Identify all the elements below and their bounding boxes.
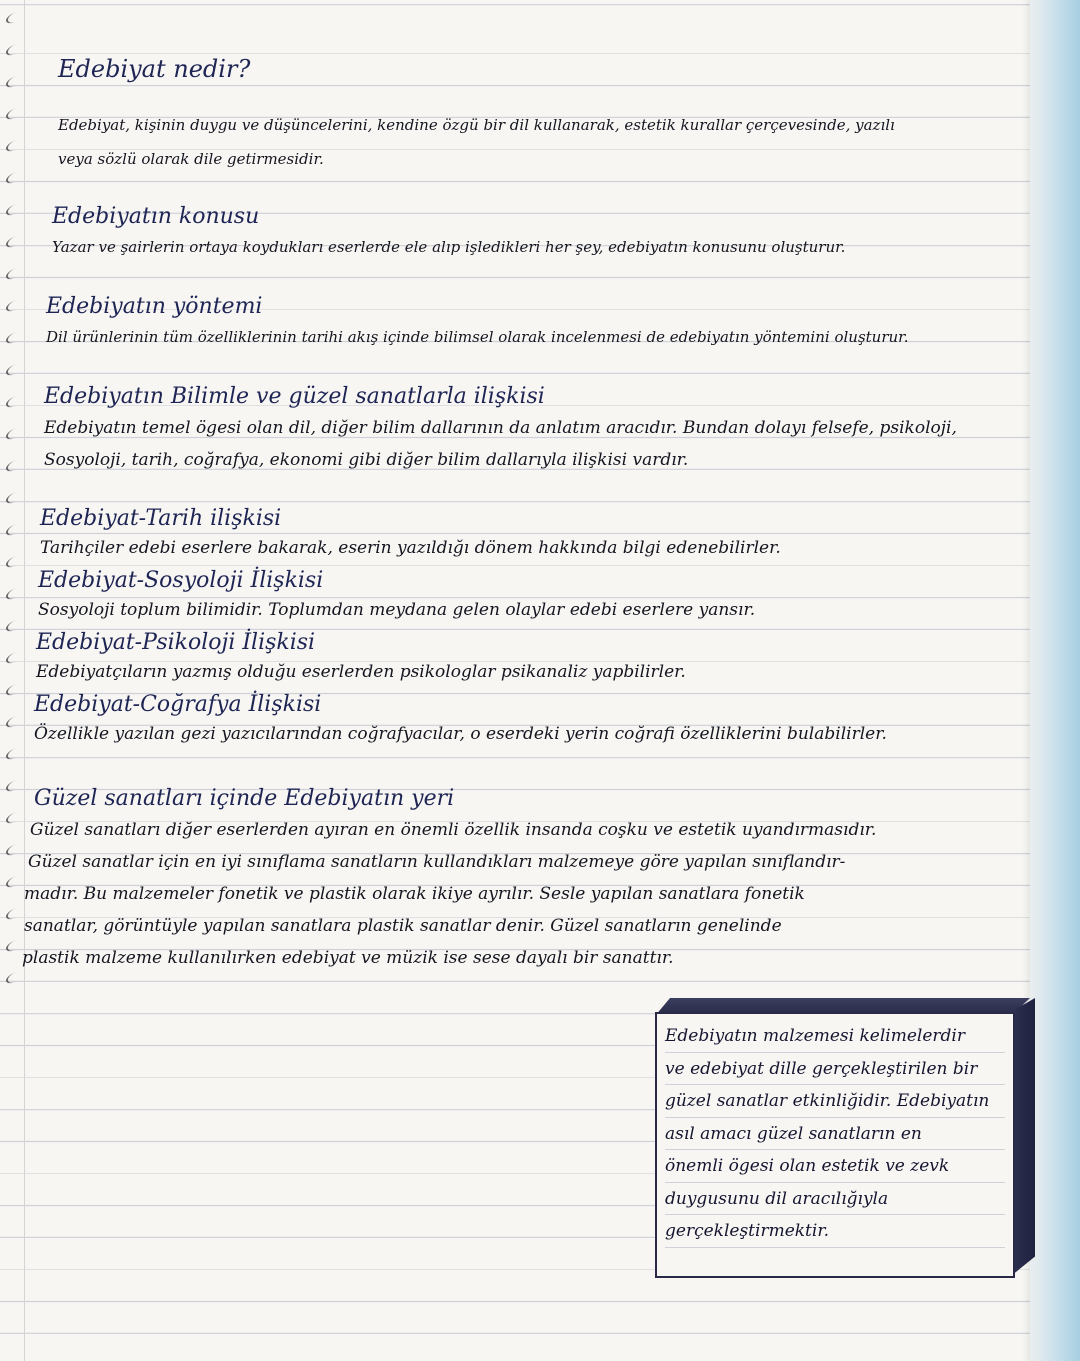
heading-konu: Edebiyatın konusu [52, 204, 260, 229]
note-line-7: gerçekleştirmektir. [665, 1215, 1005, 1248]
background-strip [1030, 0, 1080, 1361]
text-konu: Yazar ve şairlerin ortaya koydukları eserlerde ele alıp işledikleri her şey, edebiyatın konusunu oluşturur. [52, 238, 846, 256]
text-guzel-5: plastik malzeme kullanılırken edebiyat ve müzik ise sese dayalı bir sanattır. [22, 948, 674, 968]
text-tarih: Tarihçiler edebi eserlere bakarak, eserin yazıldığı dönem hakkında bilgi edenebilirler. [40, 538, 781, 558]
text-cografya: Özellikle yazılan gezi yazıcılarından coğrafyacılar, o eserdeki yerin coğrafi özelliklerini bulabilirler. [34, 724, 887, 744]
note-line-2: ve edebiyat dille gerçekleştirilen bir [665, 1053, 1005, 1086]
text-sosyoloji: Sosyoloji toplum bilimidir. Toplumdan meydana gelen olaylar edebi eserlere yansır. [38, 600, 756, 620]
heading-sosyoloji: Edebiyat-Sosyoloji İlişkisi [38, 568, 324, 593]
note-line-1: Edebiyatın malzemesi kelimelerdir [665, 1020, 1005, 1053]
spiral-binding [0, 0, 40, 1361]
heading-cografya: Edebiyat-Coğrafya İlişkisi [34, 692, 322, 717]
text-guzel-2: Güzel sanatlar için en iyi sınıflama sanatların kullandıkları malzemeye göre yapılan sınıflandır- [28, 852, 846, 872]
definition-line-2: veya sözlü olarak dile getirmesidir. [58, 150, 324, 168]
heading-yontem: Edebiyatın yöntemi [46, 294, 263, 319]
text-guzel-1: Güzel sanatları diğer eserlerden ayıran en önemli özellik insanda coşku ve estetik uyandırmasıdır. [30, 820, 877, 840]
page-title: Edebiyat nedir? [58, 55, 251, 83]
note-box [655, 1012, 1015, 1278]
note-line-6: duygusunu dil aracılığıyla [665, 1183, 1005, 1216]
note-line-5: önemli ögesi olan estetik ve zevk [665, 1150, 1005, 1183]
heading-guzel-sanatlar: Güzel sanatları içinde Edebiyatın yeri [34, 786, 455, 811]
note-box-text [665, 1020, 1005, 1248]
text-bilim-2: Sosyoloji, tarih, coğrafya, ekonomi gibi diğer bilim dallarıyla ilişkisi vardır. [44, 450, 689, 470]
heading-bilim: Edebiyatın Bilimle ve güzel sanatlarla ilişkisi [44, 384, 545, 409]
note-line-3: güzel sanatlar etkinliğidir. Edebiyatın [665, 1085, 1005, 1118]
definition-line-1: Edebiyat, kişinin duygu ve düşüncelerini, kendine özgü bir dil kullanarak, estetik kurallar çerçevesinde, yazılı [58, 116, 895, 134]
text-yontem: Dil ürünlerinin tüm özelliklerinin tarihi akış içinde bilimsel olarak incelenmesi de edebiyatın yöntemini oluşturur. [46, 328, 909, 346]
text-psikoloji: Edebiyatçıların yazmış olduğu eserlerden psikologlar psikanaliz yapbilirler. [36, 662, 686, 682]
heading-psikoloji: Edebiyat-Psikoloji İlişkisi [36, 630, 316, 655]
note-line-4: asıl amacı güzel sanatların en [665, 1118, 1005, 1151]
text-bilim-1: Edebiyatın temel ögesi olan dil, diğer bilim dallarının da anlatım aracıdır. Bundan dolayı felsefe, psikoloji, [44, 418, 957, 438]
text-guzel-4: sanatlar, görüntüyle yapılan sanatlara plastik sanatlar denir. Güzel sanatların genelinde [24, 916, 782, 936]
heading-tarih: Edebiyat-Tarih ilişkisi [40, 506, 282, 531]
text-guzel-3: madır. Bu malzemeler fonetik ve plastik olarak ikiye ayrılır. Sesle yapılan sanatlara fonetik [24, 884, 805, 904]
